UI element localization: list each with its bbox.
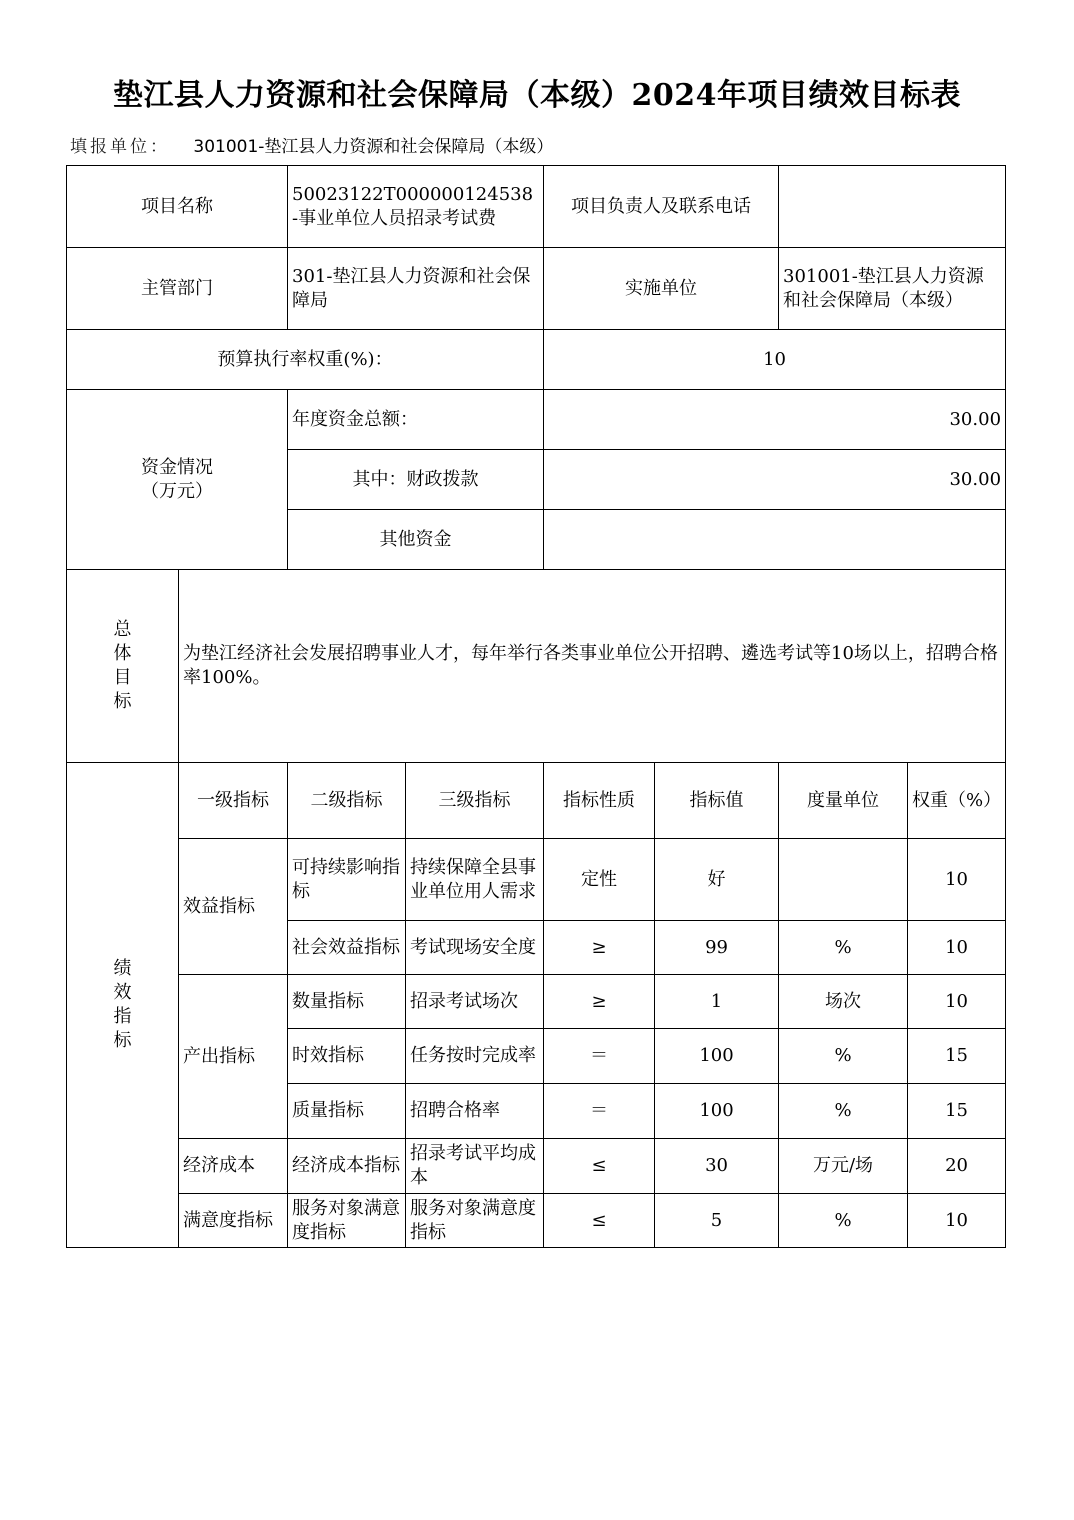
indicator-level3: 招录考试平均成本	[406, 1139, 544, 1194]
indicator-value: 30	[655, 1139, 779, 1194]
indicator-weight: 10	[908, 921, 1006, 975]
indicator-level3: 招录考试场次	[406, 975, 544, 1029]
indicator-value: 99	[655, 921, 779, 975]
indicator-unit	[779, 839, 908, 921]
indicator-level2: 质量指标	[288, 1084, 406, 1139]
indicator-level2: 服务对象满意度指标	[288, 1194, 406, 1248]
project-contact-label: 项目负责人及联系电话	[544, 166, 779, 248]
funds-fiscal-label: 其中：财政拨款	[288, 450, 544, 510]
indicator-value: 1	[655, 975, 779, 1029]
indicator-unit: 万元/场	[779, 1139, 908, 1194]
header-level2: 二级指标	[288, 763, 406, 839]
indicator-level2: 可持续影响指标	[288, 839, 406, 921]
overall-goal-label-char: 体	[113, 643, 132, 664]
indicator-level3: 招聘合格率	[406, 1084, 544, 1139]
funds-label-line1: 资金情况	[141, 456, 213, 478]
indicator-level2: 社会效益指标	[288, 921, 406, 975]
funds-fiscal-value: 30.00	[544, 450, 1006, 510]
reporting-unit-value: 301001-垫江县人力资源和社会保障局（本级）	[193, 137, 554, 157]
indicator-weight: 15	[908, 1084, 1006, 1139]
indicator-row	[67, 1139, 1006, 1194]
indicators-label-char: 绩	[113, 958, 132, 979]
funds-label-line2: （万元）	[141, 480, 213, 502]
indicator-row	[67, 1194, 1006, 1248]
reporting-unit	[70, 132, 553, 157]
indicator-unit: 场次	[779, 975, 908, 1029]
indicator-unit: %	[779, 1029, 908, 1084]
funds-total-value: 30.00	[544, 390, 1006, 450]
indicator-level1: 经济成本	[179, 1139, 288, 1194]
project-name-label: 项目名称	[67, 166, 288, 248]
indicators-label	[67, 763, 179, 1248]
indicator-nature: 定性	[544, 839, 655, 921]
indicator-unit: %	[779, 921, 908, 975]
header-level3: 三级指标	[406, 763, 544, 839]
indicators-label-char: 效	[113, 982, 132, 1003]
overall-goal-label-char: 目	[113, 667, 132, 688]
overall-goal-label-char: 标	[113, 691, 132, 712]
indicator-level2: 时效指标	[288, 1029, 406, 1084]
indicator-nature: ＝	[544, 1029, 655, 1084]
indicator-level3: 任务按时完成率	[406, 1029, 544, 1084]
indicator-weight: 15	[908, 1029, 1006, 1084]
budget-weight-label: 预算执行率权重(%)：	[67, 330, 544, 390]
performance-target-table	[66, 165, 1006, 1248]
reporting-unit-label: 填报单位：	[70, 137, 170, 157]
funds-label	[67, 390, 288, 570]
header-unit: 度量单位	[779, 763, 908, 839]
header-weight: 权重（%）	[908, 763, 1006, 839]
indicator-level3: 服务对象满意度指标	[406, 1194, 544, 1248]
dept-value: 301-垫江县人力资源和社会保障局	[288, 248, 544, 330]
impl-unit-value: 301001-垫江县人力资源和社会保障局（本级）	[779, 248, 1006, 330]
indicator-row	[67, 975, 1006, 1029]
indicator-nature: ≤	[544, 1194, 655, 1248]
indicator-level3: 持续保障全县事业单位用人需求	[406, 839, 544, 921]
funds-other-label: 其他资金	[288, 510, 544, 570]
indicator-value: 5	[655, 1194, 779, 1248]
indicator-level2: 经济成本指标	[288, 1139, 406, 1194]
indicators-label-char: 指	[113, 1006, 132, 1027]
indicator-weight: 10	[908, 1194, 1006, 1248]
overall-goal-text: 为垫江经济社会发展招聘事业人才，每年举行各类事业单位公开招聘、遴选考试等10场以上，招聘合格率100%。	[179, 570, 1006, 763]
header-value: 指标值	[655, 763, 779, 839]
indicator-row	[67, 839, 1006, 921]
indicator-unit: %	[779, 1084, 908, 1139]
funds-other-value	[544, 510, 1006, 570]
indicator-level2: 数量指标	[288, 975, 406, 1029]
indicator-value: 100	[655, 1084, 779, 1139]
header-level1: 一级指标	[179, 763, 288, 839]
indicator-level1: 满意度指标	[179, 1194, 288, 1248]
indicator-nature: ＝	[544, 1084, 655, 1139]
indicator-weight: 10	[908, 975, 1006, 1029]
dept-label: 主管部门	[67, 248, 288, 330]
indicator-level3: 考试现场安全度	[406, 921, 544, 975]
funds-total-label: 年度资金总额：	[288, 390, 544, 450]
indicator-level1: 效益指标	[179, 839, 288, 975]
indicator-nature: ≤	[544, 1139, 655, 1194]
indicators-label-char: 标	[113, 1030, 132, 1051]
indicator-level1: 产出指标	[179, 975, 288, 1139]
indicator-nature: ≥	[544, 921, 655, 975]
indicator-unit: %	[779, 1194, 908, 1248]
project-name-value: 50023122T000000124538-事业单位人员招录考试费	[288, 166, 544, 248]
indicator-value: 100	[655, 1029, 779, 1084]
indicator-weight: 10	[908, 839, 1006, 921]
overall-goal-label	[67, 570, 179, 763]
page-title: 垫江县人力资源和社会保障局（本级）2024年项目绩效目标表	[113, 78, 961, 113]
budget-weight-value: 10	[544, 330, 1006, 390]
indicator-weight: 20	[908, 1139, 1006, 1194]
header-nature: 指标性质	[544, 763, 655, 839]
project-contact-value	[779, 166, 1006, 248]
overall-goal-label-char: 总	[113, 619, 132, 640]
indicator-nature: ≥	[544, 975, 655, 1029]
impl-unit-label: 实施单位	[544, 248, 779, 330]
indicator-value: 好	[655, 839, 779, 921]
